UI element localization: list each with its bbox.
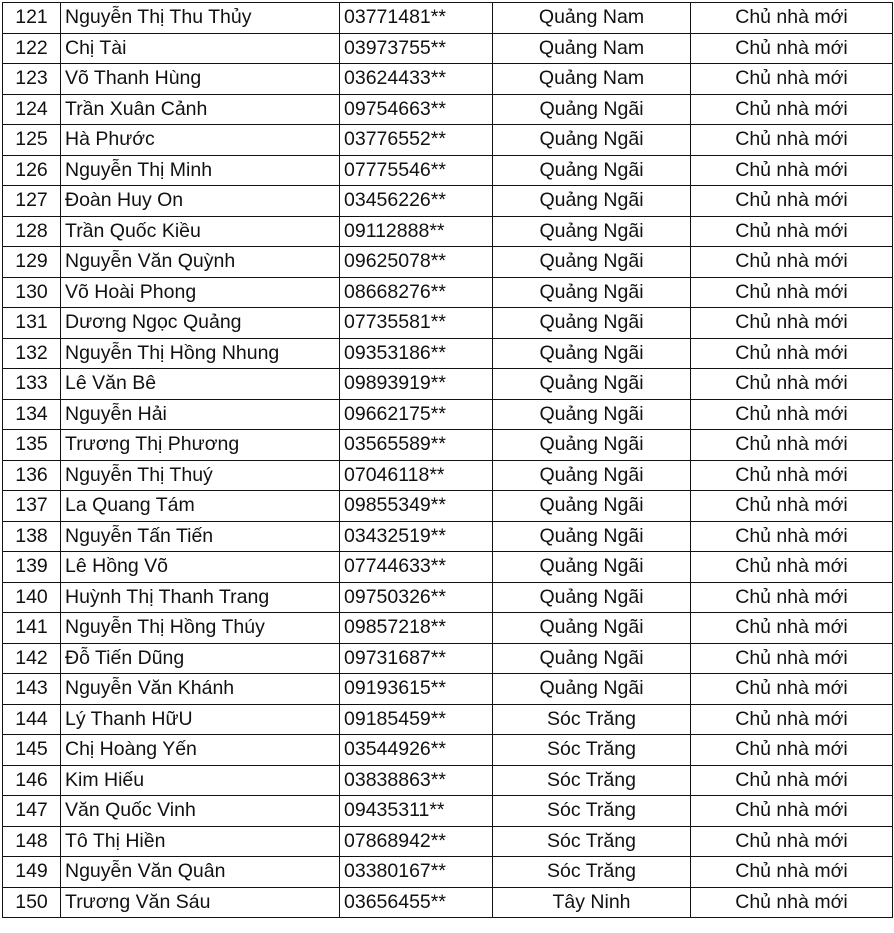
name-cell: Trương Văn Sáu (61, 887, 340, 918)
phone-cell: 08668276** (340, 277, 493, 308)
row-number-cell: 126 (3, 155, 61, 186)
phone-cell: 03624433** (340, 64, 493, 95)
province-cell: Quảng Ngãi (493, 216, 691, 247)
name-cell: Nguyễn Thị Minh (61, 155, 340, 186)
province-cell: Quảng Ngãi (493, 247, 691, 278)
phone-cell: 09893919** (340, 369, 493, 400)
status-cell: Chủ nhà mới (691, 521, 893, 552)
row-number-cell: 129 (3, 247, 61, 278)
table-row (3, 460, 893, 491)
table-row (3, 430, 893, 461)
phone-cell: 09754663** (340, 94, 493, 125)
table-row (3, 704, 893, 735)
name-cell: Nguyễn Hải (61, 399, 340, 430)
phone-cell: 07775546** (340, 155, 493, 186)
row-number-cell: 149 (3, 857, 61, 888)
phone-cell: 03973755** (340, 33, 493, 64)
phone-cell: 07744633** (340, 552, 493, 583)
status-cell: Chủ nhà mới (691, 125, 893, 156)
province-cell: Quảng Ngãi (493, 125, 691, 156)
phone-cell: 09185459** (340, 704, 493, 735)
name-cell: Võ Thanh Hùng (61, 64, 340, 95)
status-cell: Chủ nhà mới (691, 613, 893, 644)
status-cell: Chủ nhà mới (691, 3, 893, 34)
phone-cell: 03456226** (340, 186, 493, 217)
name-cell: Nguyễn Văn Quỳnh (61, 247, 340, 278)
status-cell: Chủ nhà mới (691, 155, 893, 186)
province-cell: Quảng Ngãi (493, 643, 691, 674)
name-cell: Nguyễn Tấn Tiến (61, 521, 340, 552)
table-row (3, 3, 893, 34)
row-number-cell: 122 (3, 33, 61, 64)
province-cell: Quảng Ngãi (493, 155, 691, 186)
phone-cell: 09662175** (340, 399, 493, 430)
phone-cell: 09731687** (340, 643, 493, 674)
table-row (3, 155, 893, 186)
province-cell: Quảng Ngãi (493, 186, 691, 217)
row-number-cell: 150 (3, 887, 61, 918)
table-row (3, 887, 893, 918)
province-cell: Quảng Ngãi (493, 460, 691, 491)
province-cell: Tây Ninh (493, 887, 691, 918)
status-cell: Chủ nhà mới (691, 491, 893, 522)
phone-cell: 03776552** (340, 125, 493, 156)
status-cell: Chủ nhà mới (691, 826, 893, 857)
row-number-cell: 141 (3, 613, 61, 644)
row-number-cell: 121 (3, 3, 61, 34)
table-row (3, 338, 893, 369)
row-number-cell: 127 (3, 186, 61, 217)
status-cell: Chủ nhà mới (691, 674, 893, 705)
phone-cell: 07735581** (340, 308, 493, 339)
status-cell: Chủ nhà mới (691, 338, 893, 369)
name-cell: Nguyễn Thị Hồng Thúy (61, 613, 340, 644)
customer-table (2, 2, 893, 918)
status-cell: Chủ nhà mới (691, 277, 893, 308)
status-cell: Chủ nhà mới (691, 582, 893, 613)
row-number-cell: 134 (3, 399, 61, 430)
name-cell: Trần Xuân Cảnh (61, 94, 340, 125)
row-number-cell: 146 (3, 765, 61, 796)
status-cell: Chủ nhà mới (691, 735, 893, 766)
phone-cell: 03838863** (340, 765, 493, 796)
status-cell: Chủ nhà mới (691, 399, 893, 430)
province-cell: Sóc Trăng (493, 735, 691, 766)
province-cell: Quảng Ngãi (493, 430, 691, 461)
name-cell: Trương Thị Phương (61, 430, 340, 461)
table-row (3, 521, 893, 552)
name-cell: Chị Hoàng Yến (61, 735, 340, 766)
name-cell: Huỳnh Thị Thanh Trang (61, 582, 340, 613)
row-number-cell: 125 (3, 125, 61, 156)
name-cell: Lý Thanh HữU (61, 704, 340, 735)
table-row (3, 64, 893, 95)
row-number-cell: 136 (3, 460, 61, 491)
status-cell: Chủ nhà mới (691, 216, 893, 247)
province-cell: Quảng Ngãi (493, 399, 691, 430)
table-row (3, 735, 893, 766)
province-cell: Quảng Ngãi (493, 521, 691, 552)
name-cell: Nguyễn Văn Quân (61, 857, 340, 888)
row-number-cell: 131 (3, 308, 61, 339)
phone-cell: 09857218** (340, 613, 493, 644)
phone-cell: 09750326** (340, 582, 493, 613)
province-cell: Quảng Ngãi (493, 338, 691, 369)
status-cell: Chủ nhà mới (691, 765, 893, 796)
table-row (3, 33, 893, 64)
row-number-cell: 144 (3, 704, 61, 735)
row-number-cell: 130 (3, 277, 61, 308)
status-cell: Chủ nhà mới (691, 308, 893, 339)
table-row (3, 186, 893, 217)
province-cell: Quảng Ngãi (493, 308, 691, 339)
name-cell: Đoàn Huy On (61, 186, 340, 217)
row-number-cell: 147 (3, 796, 61, 827)
province-cell: Quảng Nam (493, 64, 691, 95)
name-cell: Văn Quốc Vinh (61, 796, 340, 827)
phone-cell: 09855349** (340, 491, 493, 522)
phone-cell: 03656455** (340, 887, 493, 918)
phone-cell: 09625078** (340, 247, 493, 278)
table-row (3, 796, 893, 827)
table-row (3, 277, 893, 308)
table-row (3, 674, 893, 705)
province-cell: Sóc Trăng (493, 704, 691, 735)
row-number-cell: 124 (3, 94, 61, 125)
row-number-cell: 138 (3, 521, 61, 552)
status-cell: Chủ nhà mới (691, 460, 893, 491)
name-cell: Nguyễn Văn Khánh (61, 674, 340, 705)
phone-cell: 09193615** (340, 674, 493, 705)
province-cell: Quảng Ngãi (493, 491, 691, 522)
status-cell: Chủ nhà mới (691, 186, 893, 217)
status-cell: Chủ nhà mới (691, 33, 893, 64)
table-row (3, 94, 893, 125)
phone-cell: 09112888** (340, 216, 493, 247)
province-cell: Quảng Ngãi (493, 613, 691, 644)
province-cell: Sóc Trăng (493, 857, 691, 888)
province-cell: Sóc Trăng (493, 826, 691, 857)
row-number-cell: 139 (3, 552, 61, 583)
status-cell: Chủ nhà mới (691, 94, 893, 125)
name-cell: Lê Văn Bê (61, 369, 340, 400)
status-cell: Chủ nhà mới (691, 64, 893, 95)
table-row (3, 216, 893, 247)
name-cell: Nguyễn Thị Thu Thủy (61, 3, 340, 34)
table-row (3, 308, 893, 339)
table-row (3, 369, 893, 400)
phone-cell: 03544926** (340, 735, 493, 766)
name-cell: Nguyễn Thị Thuý (61, 460, 340, 491)
phone-cell: 07046118** (340, 460, 493, 491)
row-number-cell: 133 (3, 369, 61, 400)
province-cell: Quảng Ngãi (493, 369, 691, 400)
status-cell: Chủ nhà mới (691, 552, 893, 583)
name-cell: La Quang Tám (61, 491, 340, 522)
status-cell: Chủ nhà mới (691, 704, 893, 735)
name-cell: Tô Thị Hiền (61, 826, 340, 857)
phone-cell: 09353186** (340, 338, 493, 369)
province-cell: Quảng Nam (493, 33, 691, 64)
table-row (3, 552, 893, 583)
status-cell: Chủ nhà mới (691, 887, 893, 918)
row-number-cell: 140 (3, 582, 61, 613)
province-cell: Quảng Ngãi (493, 94, 691, 125)
phone-cell: 03380167** (340, 857, 493, 888)
row-number-cell: 137 (3, 491, 61, 522)
phone-cell: 03432519** (340, 521, 493, 552)
status-cell: Chủ nhà mới (691, 643, 893, 674)
table-row (3, 857, 893, 888)
table-row (3, 247, 893, 278)
status-cell: Chủ nhà mới (691, 369, 893, 400)
table-row (3, 765, 893, 796)
table-row (3, 399, 893, 430)
province-cell: Quảng Ngãi (493, 277, 691, 308)
row-number-cell: 143 (3, 674, 61, 705)
name-cell: Trần Quốc Kiều (61, 216, 340, 247)
name-cell: Dương Ngọc Quảng (61, 308, 340, 339)
province-cell: Quảng Ngãi (493, 674, 691, 705)
row-number-cell: 123 (3, 64, 61, 95)
table-row (3, 582, 893, 613)
name-cell: Chị Tài (61, 33, 340, 64)
phone-cell: 09435311** (340, 796, 493, 827)
status-cell: Chủ nhà mới (691, 796, 893, 827)
table-row (3, 643, 893, 674)
name-cell: Nguyễn Thị Hồng Nhung (61, 338, 340, 369)
phone-cell: 03771481** (340, 3, 493, 34)
name-cell: Đỗ Tiến Dũng (61, 643, 340, 674)
row-number-cell: 128 (3, 216, 61, 247)
table-body (3, 3, 893, 918)
province-cell: Sóc Trăng (493, 796, 691, 827)
table-row (3, 613, 893, 644)
status-cell: Chủ nhà mới (691, 430, 893, 461)
table-row (3, 491, 893, 522)
name-cell: Lê Hồng Võ (61, 552, 340, 583)
phone-cell: 07868942** (340, 826, 493, 857)
province-cell: Sóc Trăng (493, 765, 691, 796)
row-number-cell: 135 (3, 430, 61, 461)
province-cell: Quảng Ngãi (493, 582, 691, 613)
province-cell: Quảng Ngãi (493, 552, 691, 583)
province-cell: Quảng Nam (493, 3, 691, 34)
name-cell: Võ Hoài Phong (61, 277, 340, 308)
status-cell: Chủ nhà mới (691, 857, 893, 888)
table-row (3, 125, 893, 156)
row-number-cell: 132 (3, 338, 61, 369)
phone-cell: 03565589** (340, 430, 493, 461)
row-number-cell: 148 (3, 826, 61, 857)
row-number-cell: 142 (3, 643, 61, 674)
table-row (3, 826, 893, 857)
name-cell: Hà Phước (61, 125, 340, 156)
name-cell: Kim Hiếu (61, 765, 340, 796)
status-cell: Chủ nhà mới (691, 247, 893, 278)
row-number-cell: 145 (3, 735, 61, 766)
